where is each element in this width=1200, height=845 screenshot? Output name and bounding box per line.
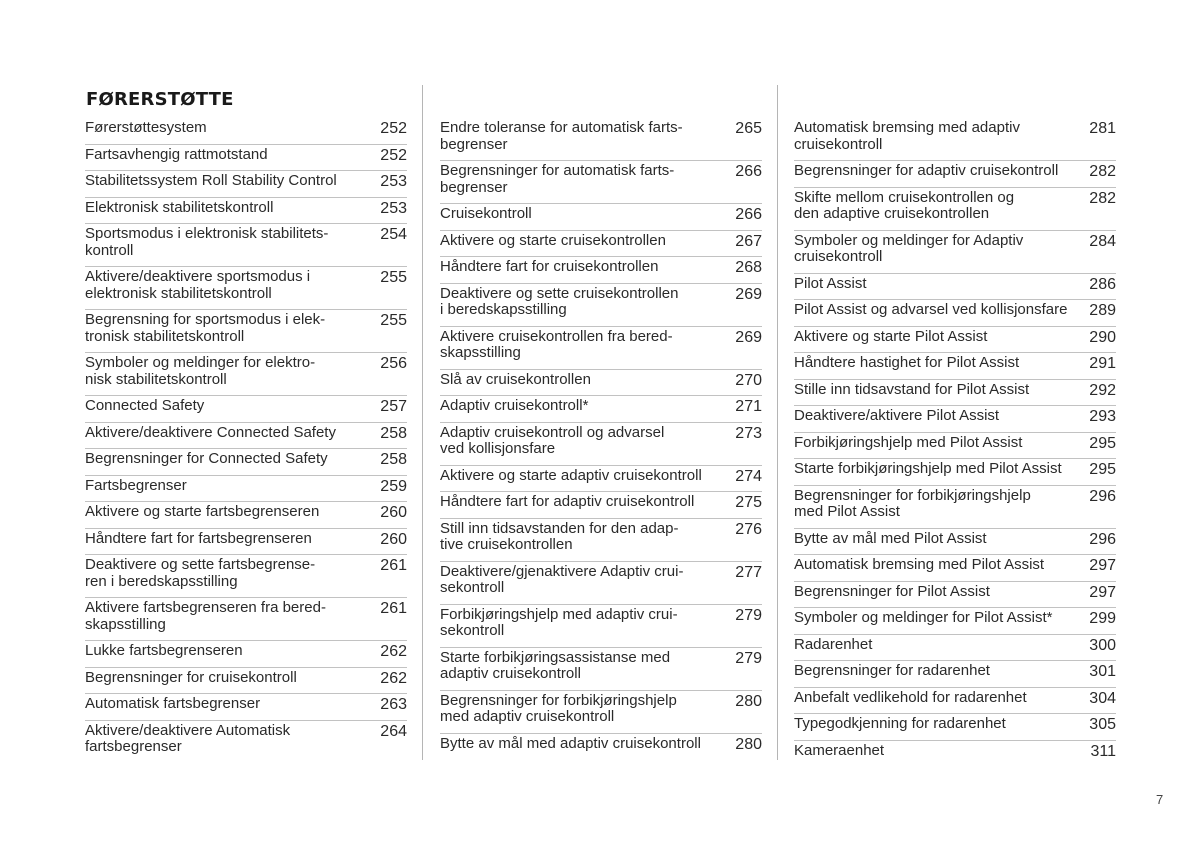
- toc-entry-title: Automatisk bremsing med Pilot Assist: [794, 556, 1045, 573]
- toc-entry-title: Begrensninger for forbikjøringshjelp med Pilot Assist: [794, 486, 1031, 520]
- toc-entry-title: Fartsavhengig rattmotstand: [85, 145, 268, 163]
- toc-entry-title: Begrensninger for forbikjøringshjelp med adaptiv cruisekontroll: [440, 691, 677, 725]
- toc-entry-page: 262: [380, 643, 407, 660]
- toc-entry[interactable]: [440, 203, 762, 230]
- toc-entry-page: 291: [1089, 355, 1116, 372]
- toc-entry-title: Slå av cruisekontrollen: [440, 370, 591, 388]
- toc-entry-page: 297: [1089, 557, 1116, 574]
- toc-entry-page: 252: [380, 120, 407, 137]
- toc-entry[interactable]: [794, 660, 1116, 687]
- toc-entry-page: 261: [380, 600, 407, 617]
- toc-entry-page: 286: [1089, 275, 1116, 293]
- toc-entry-page: 255: [380, 312, 407, 329]
- toc-entry-page: 311: [1090, 742, 1116, 760]
- toc-entry-title: Begrensninger for automatisk farts- begrenser: [440, 162, 675, 196]
- toc-entry[interactable]: [794, 740, 1116, 767]
- toc-entry[interactable]: [794, 485, 1116, 528]
- toc-column-1: [85, 118, 407, 763]
- toc-entry[interactable]: [440, 256, 762, 283]
- toc-entry[interactable]: [85, 170, 407, 197]
- toc-entry-page: 284: [1089, 232, 1116, 250]
- toc-entry[interactable]: [85, 640, 407, 667]
- toc-entry-page: 301: [1089, 663, 1116, 680]
- toc-entry[interactable]: [794, 458, 1116, 485]
- toc-entry-page: 280: [735, 735, 762, 753]
- toc-entry-page: 297: [1089, 583, 1116, 601]
- toc-entry-page: 295: [1089, 434, 1116, 452]
- toc-entry-title: Håndtere fart for cruisekontrollen: [440, 258, 659, 275]
- toc-entry-page: 254: [380, 226, 407, 243]
- toc-entry[interactable]: [85, 554, 407, 597]
- toc-entry-page: 270: [735, 371, 762, 389]
- toc-entry[interactable]: [440, 491, 762, 518]
- toc-entry-title: Anbefalt vedlikehold for radarenhet: [794, 688, 1027, 706]
- toc-entry-page: 256: [380, 355, 407, 372]
- toc-entry-title: Automatisk bremsing med adaptiv cruisekontroll: [794, 119, 1020, 153]
- toc-entry[interactable]: [85, 448, 407, 475]
- toc-entry-page: 258: [380, 451, 407, 468]
- toc-entry[interactable]: [440, 230, 762, 257]
- toc-entry-title: Stabilitetssystem Roll Stability Control: [85, 172, 337, 189]
- toc-entry-page: 275: [735, 494, 762, 511]
- toc-entry[interactable]: [794, 273, 1116, 300]
- toc-entry-title: Håndtere fart for fartsbegrenseren: [85, 529, 312, 547]
- toc-entry[interactable]: [85, 720, 407, 763]
- toc-entry-page: 300: [1089, 636, 1116, 654]
- toc-entry-title: Aktivere fartsbegrenseren fra bered- skapsstilling: [85, 599, 326, 633]
- toc-entry-page: 282: [1089, 189, 1116, 207]
- toc-entry-title: Håndtere fart for adaptiv cruisekontroll: [440, 493, 695, 510]
- toc-entry-title: Deaktivere og sette fartsbegrense- ren i beredskapsstilling: [85, 556, 316, 590]
- toc-entry[interactable]: [794, 187, 1116, 230]
- toc-entry[interactable]: [794, 432, 1116, 459]
- toc-entry-page: 260: [380, 504, 407, 521]
- toc-entry[interactable]: [794, 554, 1116, 581]
- toc-entry-page: 290: [1089, 328, 1116, 346]
- toc-entry[interactable]: [794, 299, 1116, 326]
- toc-entry[interactable]: [794, 230, 1116, 273]
- toc-entry-title: Cruisekontroll: [440, 205, 532, 222]
- toc-entry-page: 289: [1089, 302, 1116, 319]
- toc-entry-page: 268: [735, 259, 762, 276]
- toc-entry[interactable]: [85, 266, 407, 309]
- toc-entry-page: 264: [380, 722, 407, 740]
- toc-entry[interactable]: [794, 326, 1116, 353]
- toc-entry-title: Aktivere og starte cruisekontrollen: [440, 231, 666, 249]
- toc-entry[interactable]: [85, 352, 407, 395]
- toc-entry-page: 265: [735, 120, 762, 137]
- toc-entry-title: Symboler og meldinger for Adaptiv cruisekontroll: [794, 231, 1024, 265]
- toc-entry[interactable]: [794, 352, 1116, 379]
- toc-entry[interactable]: [85, 475, 407, 502]
- toc-entry-page: 260: [380, 530, 407, 548]
- toc-entry-page: 271: [735, 398, 762, 415]
- toc-entry[interactable]: [440, 518, 762, 561]
- toc-entry-title: Lukke fartsbegrenseren: [85, 642, 243, 659]
- toc-entry-title: Begrensninger for cruisekontroll: [85, 668, 297, 686]
- toc-entry-page: 252: [380, 146, 407, 164]
- toc-entry-page: 277: [735, 563, 762, 581]
- toc-entry-page: 295: [1089, 461, 1116, 478]
- toc-entry-page: 267: [735, 232, 762, 250]
- toc-entry-title: Typegodkjenning for radarenhet: [794, 715, 1006, 732]
- toc-column-3: [794, 118, 1116, 766]
- toc-entry[interactable]: [794, 528, 1116, 555]
- toc-entry-title: Pilot Assist og advarsel ved kollisjonsfare: [794, 301, 1068, 318]
- toc-entry-title: Aktivere cruisekontrollen fra bered- skapsstilling: [440, 327, 673, 361]
- toc-entry-page: 304: [1089, 689, 1116, 707]
- toc-entry-page: 262: [380, 669, 407, 687]
- toc-entry[interactable]: [794, 607, 1116, 634]
- toc-entry[interactable]: [794, 405, 1116, 432]
- toc-entry[interactable]: [440, 690, 762, 733]
- toc-entry-title: Begrensninger for Connected Safety: [85, 450, 328, 467]
- toc-entry[interactable]: [794, 581, 1116, 608]
- toc-entry-title: Adaptiv cruisekontroll og advarsel ved kollisjonsfare: [440, 423, 665, 457]
- toc-entry-title: Aktivere og starte Pilot Assist: [794, 327, 988, 345]
- toc-entry-title: Begrensninger for adaptiv cruisekontroll: [794, 162, 1059, 179]
- toc-entry-page: 253: [380, 173, 407, 190]
- toc-entry-title: Deaktivere/gjenaktivere Adaptiv crui- sekontroll: [440, 562, 684, 596]
- toc-entry-title: Deaktivere/aktivere Pilot Assist: [794, 407, 1000, 424]
- toc-entry-title: Skifte mellom cruisekontrollen og den adaptive cruisekontrollen: [794, 188, 1015, 222]
- toc-entry-title: Aktivere og starte fartsbegrenseren: [85, 503, 320, 520]
- column-divider: [777, 85, 778, 760]
- toc-entry[interactable]: [85, 693, 407, 720]
- toc-entry-page: 305: [1089, 716, 1116, 733]
- page-number: 7: [1156, 792, 1164, 807]
- toc-entry-title: Forbikjøringshjelp med Pilot Assist: [794, 433, 1023, 451]
- toc-entry[interactable]: [440, 561, 762, 604]
- toc-entry-page: 259: [380, 477, 407, 495]
- section-title: FØRERSTØTTE: [86, 89, 234, 110]
- toc-entry[interactable]: [440, 647, 762, 690]
- toc-entry[interactable]: [794, 379, 1116, 406]
- toc-entry-page: 292: [1089, 381, 1116, 399]
- toc-entry[interactable]: [440, 733, 762, 760]
- toc-entry-page: 269: [735, 285, 762, 303]
- toc-entry-title: Automatisk fartsbegrenser: [85, 695, 261, 712]
- toc-entry-page: 282: [1089, 163, 1116, 180]
- toc-entry-title: Førerstøttesystem: [85, 119, 207, 136]
- toc-entry-page: 279: [735, 606, 762, 624]
- toc-entry[interactable]: [85, 309, 407, 352]
- toc-entry[interactable]: [794, 713, 1116, 740]
- toc-entry-page: 281: [1089, 120, 1116, 137]
- toc-entry-title: Pilot Assist: [794, 274, 867, 292]
- toc-entry[interactable]: [85, 667, 407, 694]
- toc-entry-page: 280: [735, 692, 762, 710]
- toc-entry-title: Symboler og meldinger for Pilot Assist*: [794, 609, 1053, 626]
- toc-entry-title: Håndtere hastighet for Pilot Assist: [794, 354, 1020, 371]
- toc-entry[interactable]: [440, 283, 762, 326]
- toc-entry-title: Forbikjøringshjelp med adaptiv crui- sekontroll: [440, 605, 678, 639]
- toc-entry-title: Begrensninger for radarenhet: [794, 662, 990, 679]
- toc-entry-page: 253: [380, 199, 407, 217]
- toc-entry-page: 257: [380, 398, 407, 415]
- toc-entry-page: 266: [735, 163, 762, 180]
- toc-entry-title: Bytte av mål med Pilot Assist: [794, 529, 987, 547]
- toc-entry-page: 296: [1089, 487, 1116, 505]
- toc-entry[interactable]: [440, 326, 762, 369]
- toc-entry[interactable]: [794, 160, 1116, 187]
- toc-entry-page: 276: [735, 520, 762, 538]
- toc-entry[interactable]: [440, 465, 762, 492]
- toc-entry[interactable]: [85, 501, 407, 528]
- toc-entry[interactable]: [794, 118, 1116, 160]
- toc-entry-title: Deaktivere og sette cruisekontrollen i beredskapsstilling: [440, 284, 679, 318]
- toc-entry-title: Aktivere/deaktivere Connected Safety: [85, 423, 336, 441]
- toc-entry-page: 293: [1089, 408, 1116, 425]
- toc-entry-title: Connected Safety: [85, 397, 205, 414]
- toc-entry-page: 274: [735, 467, 762, 485]
- toc-entry[interactable]: [440, 118, 762, 160]
- toc-entry-page: 266: [735, 206, 762, 223]
- toc-entry[interactable]: [440, 369, 762, 396]
- toc-entry-title: Starte forbikjøringsassistanse med adaptiv cruisekontroll: [440, 648, 671, 682]
- toc-entry[interactable]: [794, 634, 1116, 661]
- toc-entry-title: Starte forbikjøringshjelp med Pilot Assist: [794, 460, 1062, 477]
- toc-entry-title: Radarenhet: [794, 635, 873, 653]
- toc-entry-title: Stille inn tidsavstand for Pilot Assist: [794, 380, 1030, 398]
- toc-entry[interactable]: [440, 395, 762, 422]
- toc-entry-title: Adaptiv cruisekontroll*: [440, 397, 589, 414]
- toc-entry-page: 273: [735, 424, 762, 442]
- toc-entry[interactable]: [85, 597, 407, 640]
- toc-entry[interactable]: [440, 422, 762, 465]
- toc-entry-page: 279: [735, 649, 762, 667]
- toc-entry[interactable]: [85, 422, 407, 449]
- toc-entry-page: 258: [380, 424, 407, 442]
- toc-entry-title: Bytte av mål med adaptiv cruisekontroll: [440, 734, 701, 752]
- toc-entry[interactable]: [85, 118, 407, 144]
- toc-entry-title: Begrensninger for Pilot Assist: [794, 582, 990, 600]
- toc-entry-title: Elektronisk stabilitetskontroll: [85, 198, 274, 216]
- toc-entry-title: Endre toleranse for automatisk farts- begrenser: [440, 119, 683, 153]
- toc-entry-page: 269: [735, 328, 762, 346]
- toc-entry-title: Fartsbegrenser: [85, 476, 187, 494]
- toc-entry-title: Symboler og meldinger for elektro- nisk stabilitetskontroll: [85, 354, 316, 388]
- toc-entry[interactable]: [440, 604, 762, 647]
- toc-entry-page: 299: [1089, 610, 1116, 627]
- toc-entry-page: 263: [380, 696, 407, 713]
- toc-entry-title: Aktivere og starte adaptiv cruisekontroll: [440, 466, 702, 484]
- toc-entry[interactable]: [85, 223, 407, 266]
- toc-entry[interactable]: [440, 160, 762, 203]
- toc-entry[interactable]: [85, 197, 407, 224]
- toc-entry-page: 255: [380, 269, 407, 286]
- toc-entry[interactable]: [85, 395, 407, 422]
- toc-entry-title: Begrensning for sportsmodus i elek- tronisk stabilitetskontroll: [85, 311, 326, 345]
- toc-entry-title: Sportsmodus i elektronisk stabilitets- kontroll: [85, 225, 329, 259]
- toc-entry-page: 296: [1089, 530, 1116, 548]
- toc-entry-title: Aktivere/deaktivere sportsmodus i elektronisk stabilitetskontroll: [85, 268, 311, 302]
- toc-column-2: [440, 118, 762, 759]
- toc-entry-title: Kameraenhet: [794, 741, 885, 759]
- toc-entry-page: 261: [380, 557, 407, 574]
- column-divider: [422, 85, 423, 760]
- toc-entry-title: Aktivere/deaktivere Automatisk fartsbegrenser: [85, 721, 291, 755]
- toc-entry[interactable]: [794, 687, 1116, 714]
- toc-entry[interactable]: [85, 528, 407, 555]
- toc-entry[interactable]: [85, 144, 407, 171]
- toc-entry-title: Still inn tidsavstanden for den adap- tive cruisekontrollen: [440, 519, 679, 553]
